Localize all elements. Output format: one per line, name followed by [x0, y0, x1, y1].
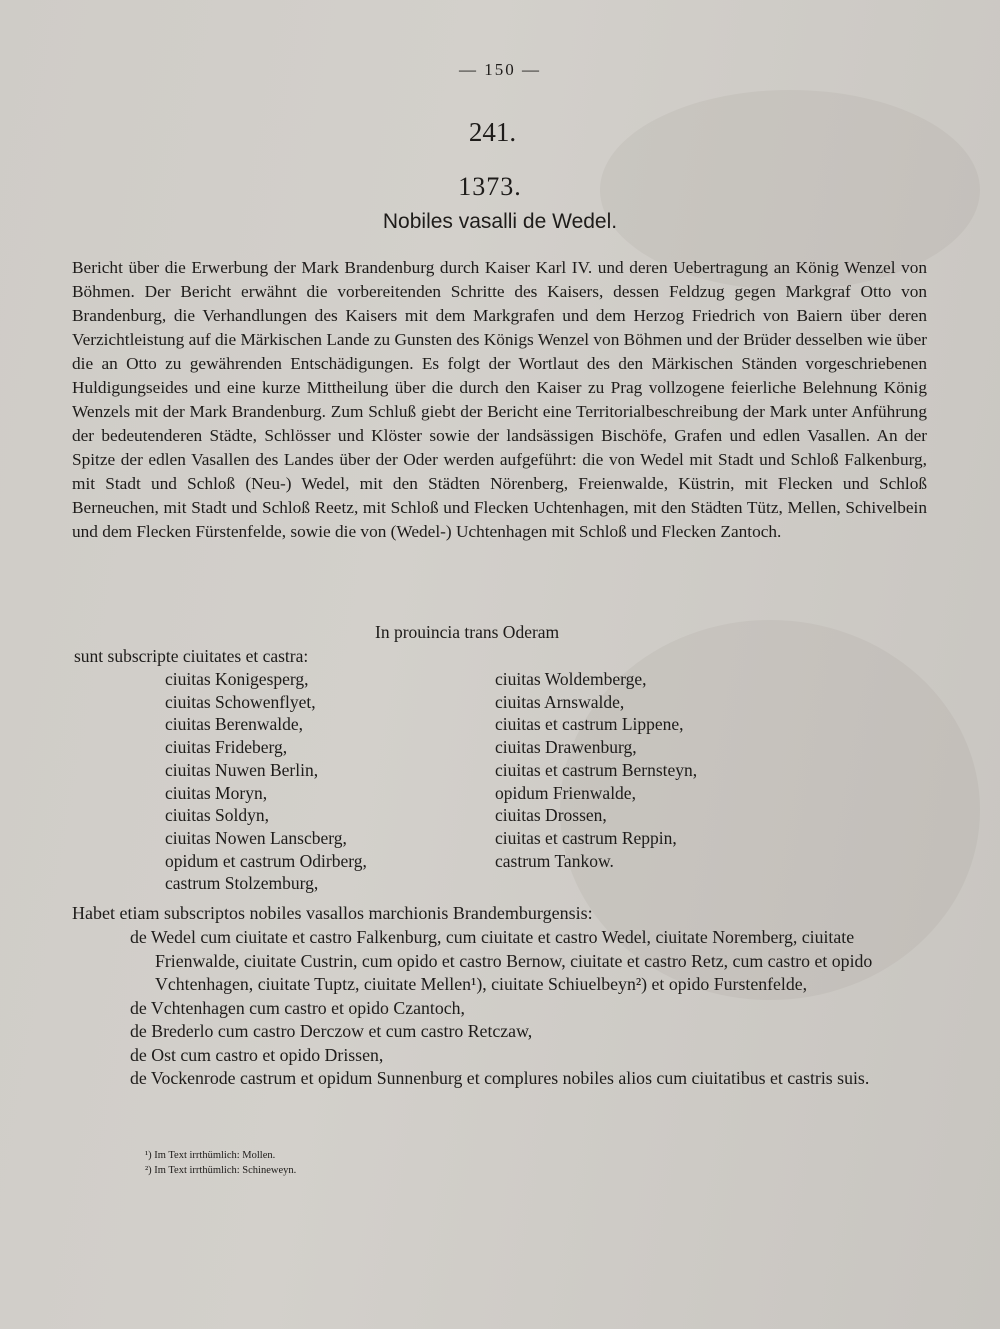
vassal-entry: de Vchtenhagen cum castro et opido Czantoch,: [130, 997, 465, 1018]
place-item: ciuitas Drossen,: [495, 805, 607, 826]
vassals-intro: Habet etiam subscriptos nobiles vasallos marchionis Brandemburgensis:: [72, 903, 593, 923]
place-item: ciuitas et castrum Reppin,: [495, 827, 677, 848]
vassal-entry: de Brederlo cum castro Derczow et cum castro Retczaw,: [130, 1021, 533, 1041]
place-item: opidum et castrum Odirberg,: [165, 850, 367, 871]
province-subheading: sunt subscripte ciuitates et castra:: [74, 646, 309, 666]
place-item: ciuitas Schowenflyet,: [165, 691, 316, 712]
place-item: castrum Stolzemburg,: [165, 873, 319, 894]
vassal-entry: de Vockenrode castrum et opidum Sunnenburg et complures nobiles alios cum ciuitatibus et castris suis.: [130, 1068, 870, 1088]
place-item: ciuitas Arnswalde,: [495, 691, 625, 712]
footnote: ¹) Im Text irrthümlich: Mollen.: [145, 1150, 276, 1161]
place-item: ciuitas Moryn,: [165, 782, 268, 803]
document-number: 241.: [468, 117, 517, 147]
place-item: ciuitas Konigesperg,: [165, 669, 309, 689]
page-number: — 150 —: [459, 60, 541, 79]
footnotes: [145, 1148, 296, 1178]
place-item: ciuitas Soldyn,: [165, 805, 270, 826]
places-column-right: [495, 668, 697, 872]
vassal-entry: de Ost cum castro et opido Drissen,: [130, 1044, 384, 1065]
place-item: ciuitas Nuwen Berlin,: [165, 759, 319, 780]
place-item: ciuitas et castrum Lippene,: [495, 714, 684, 735]
place-item: ciuitas Nowen Lanscberg,: [165, 827, 347, 848]
summary-text: Bericht über die Erwerbung der Mark Brandenburg durch Kaiser Karl IV. und deren Uebertragung an König Wenzel von Böhmen. Der Bericht erwähnt die vorbereitenden Schritte des Kaisers, dessen Feldzug gegen Markgraf Otto von Brandenburg, die Verhandlungen des Kaisers mit dem Markgrafen und dem Herzog Friedrich von Baiern über deren Verzichtleistung auf die Märkischen Lande zu Gunsten des Königs Wenzel von Böhmen und der Brüder desselben wie über die an Otto zu gewährenden Entschädigungen. Es folgt der Wortlaut des den Märkischen Ständen vorgeschriebenen Huldigungseides und eine kurze Mittheilung über die durch den Kaiser zu Prag vollzogene feierliche Belehnung König Wenzels mit der Mark Brandenburg. Zum Schluß giebt der Bericht eine Territorialbeschreibung der Mark unter Anführung der bedeutenderen Städte, Schlösser und Klöster sowie der landsässigen Bischöfe, Grafen und edlen Vasallen. An der Spitze der edlen Vasallen des Landes über der Oder werden aufgeführt: die von Wedel mit Stadt und Schloß Falkenburg, mit Stadt und Schloß (Neu-) Wedel, mit den Städten Nörenberg, Freienwalde, Küstrin, mit Flecken und Schloß Berneuchen, mit Stadt und Schloß Reetz, mit Schloß und Flecken Uchtenhagen, mit den Städten Tütz, Mellen, Schivelbein und dem Flecken Fürstenfelde, sowie die von (Wedel-) Uchtenhagen mit Schloß und Flecken Zantoch.: [72, 258, 927, 541]
place-item: ciuitas et castrum Bernsteyn,: [495, 759, 698, 780]
place-item: ciuitas Drawenburg,: [495, 737, 637, 758]
footnote: ²) Im Text irrthümlich: Schineweyn.: [145, 1165, 297, 1176]
vassals-list: [130, 926, 930, 1091]
place-item: ciuitas Woldemberge,: [495, 669, 647, 689]
summary-paragraph: [72, 256, 927, 544]
places-column-left: [165, 668, 367, 895]
vassal-entry: de Wedel cum ciuitate et castro Falkenburg, cum ciuitate et castro Wedel, ciuitate Noremberg, ciuitate Frienwalde, ciuitate Custrin, cum opido et castro Bernow, ciuitate et castro Retz, cum castro et opido Vchtenhagen, ciuitate Tuptz, ciuitate Mellen¹), ciuitate Schiuelbeyn²) et opido Furstenfelde,: [130, 927, 873, 994]
document-title: Nobiles vasalli de Wedel.: [382, 210, 618, 233]
place-item: ciuitas Frideberg,: [165, 737, 288, 758]
document-year: 1373.: [458, 172, 522, 201]
place-item: ciuitas Berenwalde,: [165, 714, 304, 735]
place-item: castrum Tankow.: [495, 850, 614, 871]
place-item: opidum Frienwalde,: [495, 782, 636, 803]
province-heading: In prouincia trans Oderam: [375, 622, 560, 642]
